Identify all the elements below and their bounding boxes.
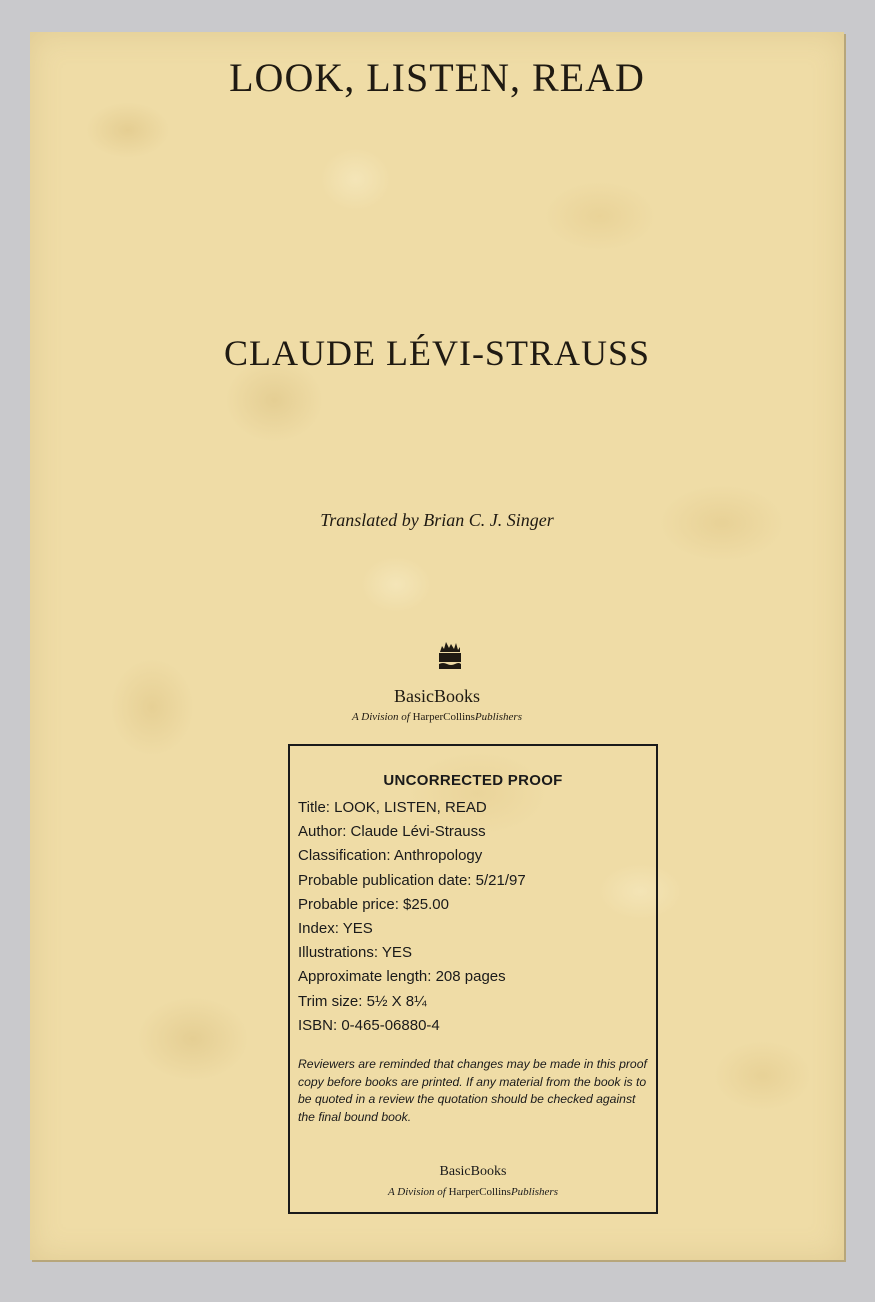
- uncorrected-proof-box: [288, 744, 658, 1214]
- publisher-name: BasicBooks: [393, 686, 480, 706]
- division-suffix: Publishers: [474, 711, 522, 723]
- proof-heading: UNCORRECTED PROOF: [383, 772, 563, 789]
- proof-division-name: HarperCollins: [448, 1186, 511, 1198]
- harpercollins-logo-icon: [437, 638, 463, 670]
- proof-publisher-name: BasicBooks: [439, 1164, 507, 1179]
- proof-division-suffix: Publishers: [510, 1186, 558, 1198]
- book-cover: [30, 32, 844, 1260]
- proof-fields-list: [298, 796, 526, 1038]
- translator-credit: Translated by Brian C. J. Singer: [320, 510, 554, 530]
- proof-field-length: Approximate length: 208 pages: [298, 968, 506, 986]
- proof-division-prefix: A Division of: [388, 1186, 446, 1198]
- division-name: HarperCollins: [412, 711, 475, 723]
- proof-field-trim-size: Trim size: 5½ X 8¼: [298, 992, 427, 1010]
- publisher-division: [30, 711, 844, 723]
- proof-publisher-division: [290, 1186, 656, 1198]
- book-author: CLAUDE LÉVI-STRAUSS: [223, 333, 650, 373]
- proof-field-illustrations: Illustrations: YES: [298, 944, 412, 962]
- division-prefix: A Division of: [352, 711, 410, 723]
- proof-field-author: Author: Claude Lévi-Strauss: [298, 823, 486, 841]
- proof-field-price: Probable price: $25.00: [298, 895, 449, 913]
- reviewer-notice: Reviewers are reminded that changes may be made in this proof copy before books are printed. If any material from the book is to be quoted in a review the quotation should be checked against the final bound book.: [298, 1057, 647, 1124]
- book-title: LOOK, LISTEN, READ: [229, 55, 645, 100]
- proof-field-publication-date: Probable publication date: 5/21/97: [298, 871, 526, 889]
- proof-field-classification: Classification: Anthropology: [298, 847, 483, 865]
- proof-field-title: Title: LOOK, LISTEN, READ: [298, 799, 487, 816]
- proof-field-isbn: ISBN: 0-465-06880-4: [298, 1016, 440, 1034]
- proof-field-index: Index: YES: [298, 919, 373, 937]
